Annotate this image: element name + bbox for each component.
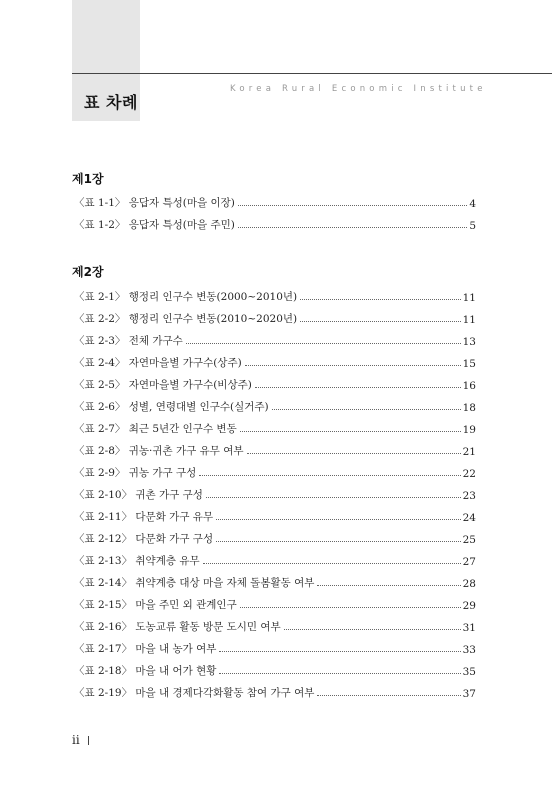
toc-entry[interactable] xyxy=(74,660,476,678)
dot-leader xyxy=(219,650,460,652)
toc-entry-label: 〈표 2-11〉 다문화 가구 유무 xyxy=(74,511,214,523)
toc-entry-label: 〈표 2-13〉 취약계층 유무 xyxy=(74,555,200,567)
dot-leader xyxy=(216,518,461,520)
toc-entry[interactable] xyxy=(74,440,476,458)
toc-entry[interactable] xyxy=(74,528,476,546)
toc-entry[interactable] xyxy=(74,286,476,304)
toc-entry[interactable] xyxy=(74,214,476,232)
dot-leader xyxy=(247,452,461,454)
toc-entry[interactable] xyxy=(74,396,476,414)
toc-entry-page: 28 xyxy=(462,578,476,590)
toc-entry[interactable] xyxy=(74,682,476,700)
dot-leader xyxy=(199,474,460,476)
toc-entry-page: 33 xyxy=(462,644,476,656)
dot-leader xyxy=(240,606,461,608)
toc-entry-label: 〈표 2-15〉 마을 주민 외 관계인구 xyxy=(74,599,237,611)
footer-divider xyxy=(88,736,89,745)
toc-entry-label: 〈표 2-2〉 행정리 인구수 변동(2010~2020년) xyxy=(74,313,298,325)
toc-entry[interactable] xyxy=(74,616,476,634)
dot-leader xyxy=(317,584,460,586)
toc-entry-label: 〈표 2-12〉 다문화 가구 구성 xyxy=(74,533,214,545)
toc-entry-page: 5 xyxy=(469,220,476,232)
toc-entry-label: 〈표 2-19〉 마을 내 경제다각화활동 참여 가구 여부 xyxy=(74,687,315,699)
toc-entry[interactable] xyxy=(74,308,476,326)
toc-entry-page: 27 xyxy=(462,556,476,568)
toc-entry[interactable] xyxy=(74,330,476,348)
dot-leader xyxy=(206,496,461,498)
dot-leader xyxy=(255,386,461,388)
dot-leader xyxy=(272,408,461,410)
toc-entry[interactable] xyxy=(74,638,476,656)
toc-entry-page: 11 xyxy=(462,314,476,326)
toc-entry-page: 29 xyxy=(462,600,476,612)
toc-entry-page: 21 xyxy=(462,446,476,458)
page-title: 표 차례 xyxy=(84,93,138,112)
toc-entry-page: 25 xyxy=(462,534,476,546)
toc-entry-page: 16 xyxy=(462,380,476,392)
toc-entry-page: 24 xyxy=(462,512,476,524)
toc-entry-page: 4 xyxy=(469,198,476,210)
toc-entry-label: 〈표 2-7〉 최근 5년간 인구수 변동 xyxy=(74,423,237,435)
dot-leader xyxy=(186,342,461,344)
toc-entry-page: 35 xyxy=(462,666,476,678)
toc-entry[interactable] xyxy=(74,550,476,568)
section-heading-chapter-2: 제2장 xyxy=(72,265,104,279)
toc-entry-label: 〈표 2-14〉 취약계층 대상 마을 자체 돌봄활동 여부 xyxy=(74,577,315,589)
toc-entry[interactable] xyxy=(74,484,476,502)
section-heading-chapter-1: 제1장 xyxy=(72,172,104,186)
dot-leader xyxy=(203,562,461,564)
toc-entry-page: 11 xyxy=(462,292,476,304)
dot-leader xyxy=(238,204,467,206)
toc-entry-label: 〈표 2-10〉 귀촌 가구 구성 xyxy=(74,489,203,501)
page-footer xyxy=(72,733,89,747)
toc-entry[interactable] xyxy=(74,192,476,210)
toc-entry-label: 〈표 2-17〉 마을 내 농가 여부 xyxy=(74,643,217,655)
toc-entry-label: 〈표 2-4〉 자연마을별 가구수(상주) xyxy=(74,357,242,369)
dot-leader xyxy=(300,298,461,300)
toc-entry-label: 〈표 2-16〉 도농교류 활동 방문 도시민 여부 xyxy=(74,621,281,633)
toc-entry-page: 15 xyxy=(462,358,476,370)
toc-entry-label: 〈표 2-5〉 자연마을별 가구수(비상주) xyxy=(74,379,252,391)
header-rule xyxy=(72,73,552,74)
toc-entry-page: 37 xyxy=(462,688,476,700)
toc-entry-label: 〈표 2-6〉 성별, 연령대별 인구수(실거주) xyxy=(74,401,269,413)
toc-entry-label: 〈표 2-18〉 마을 내 어가 현황 xyxy=(74,665,217,677)
toc-entry-label: 〈표 1-1〉 응답자 특성(마을 이장) xyxy=(74,197,235,209)
toc-entry-page: 22 xyxy=(462,468,476,480)
toc-entry[interactable] xyxy=(74,418,476,436)
toc-entry-page: 19 xyxy=(462,424,476,436)
toc-entry[interactable] xyxy=(74,374,476,392)
page-number: ii xyxy=(72,733,80,747)
toc-entry[interactable] xyxy=(74,462,476,480)
dot-leader xyxy=(284,628,461,630)
toc-entry-label: 〈표 2-8〉 귀농·귀촌 가구 유무 여부 xyxy=(74,445,244,457)
dot-leader xyxy=(317,694,460,696)
dot-leader xyxy=(245,364,461,366)
toc-entry-page: 23 xyxy=(462,490,476,502)
toc-entry-page: 13 xyxy=(462,336,476,348)
toc-entry-label: 〈표 2-3〉 전체 가구수 xyxy=(74,335,183,347)
dot-leader xyxy=(300,320,461,322)
toc-entry[interactable] xyxy=(74,572,476,590)
toc-entry-label: 〈표 2-1〉 행정리 인구수 변동(2000~2010년) xyxy=(74,291,298,303)
dot-leader xyxy=(240,430,461,432)
dot-leader xyxy=(216,540,461,542)
toc-entry[interactable] xyxy=(74,352,476,370)
toc-entry[interactable] xyxy=(74,506,476,524)
dot-leader xyxy=(219,672,460,674)
institute-name: Korea Rural Economic Institute xyxy=(230,84,487,94)
toc-entry-label: 〈표 1-2〉 응답자 특성(마을 주민) xyxy=(74,219,235,231)
toc-entry-page: 31 xyxy=(462,622,476,634)
toc-entry-page: 18 xyxy=(462,402,476,414)
dot-leader xyxy=(238,226,467,228)
toc-entry-label: 〈표 2-9〉 귀농 가구 구성 xyxy=(74,467,197,479)
toc-entry[interactable] xyxy=(74,594,476,612)
